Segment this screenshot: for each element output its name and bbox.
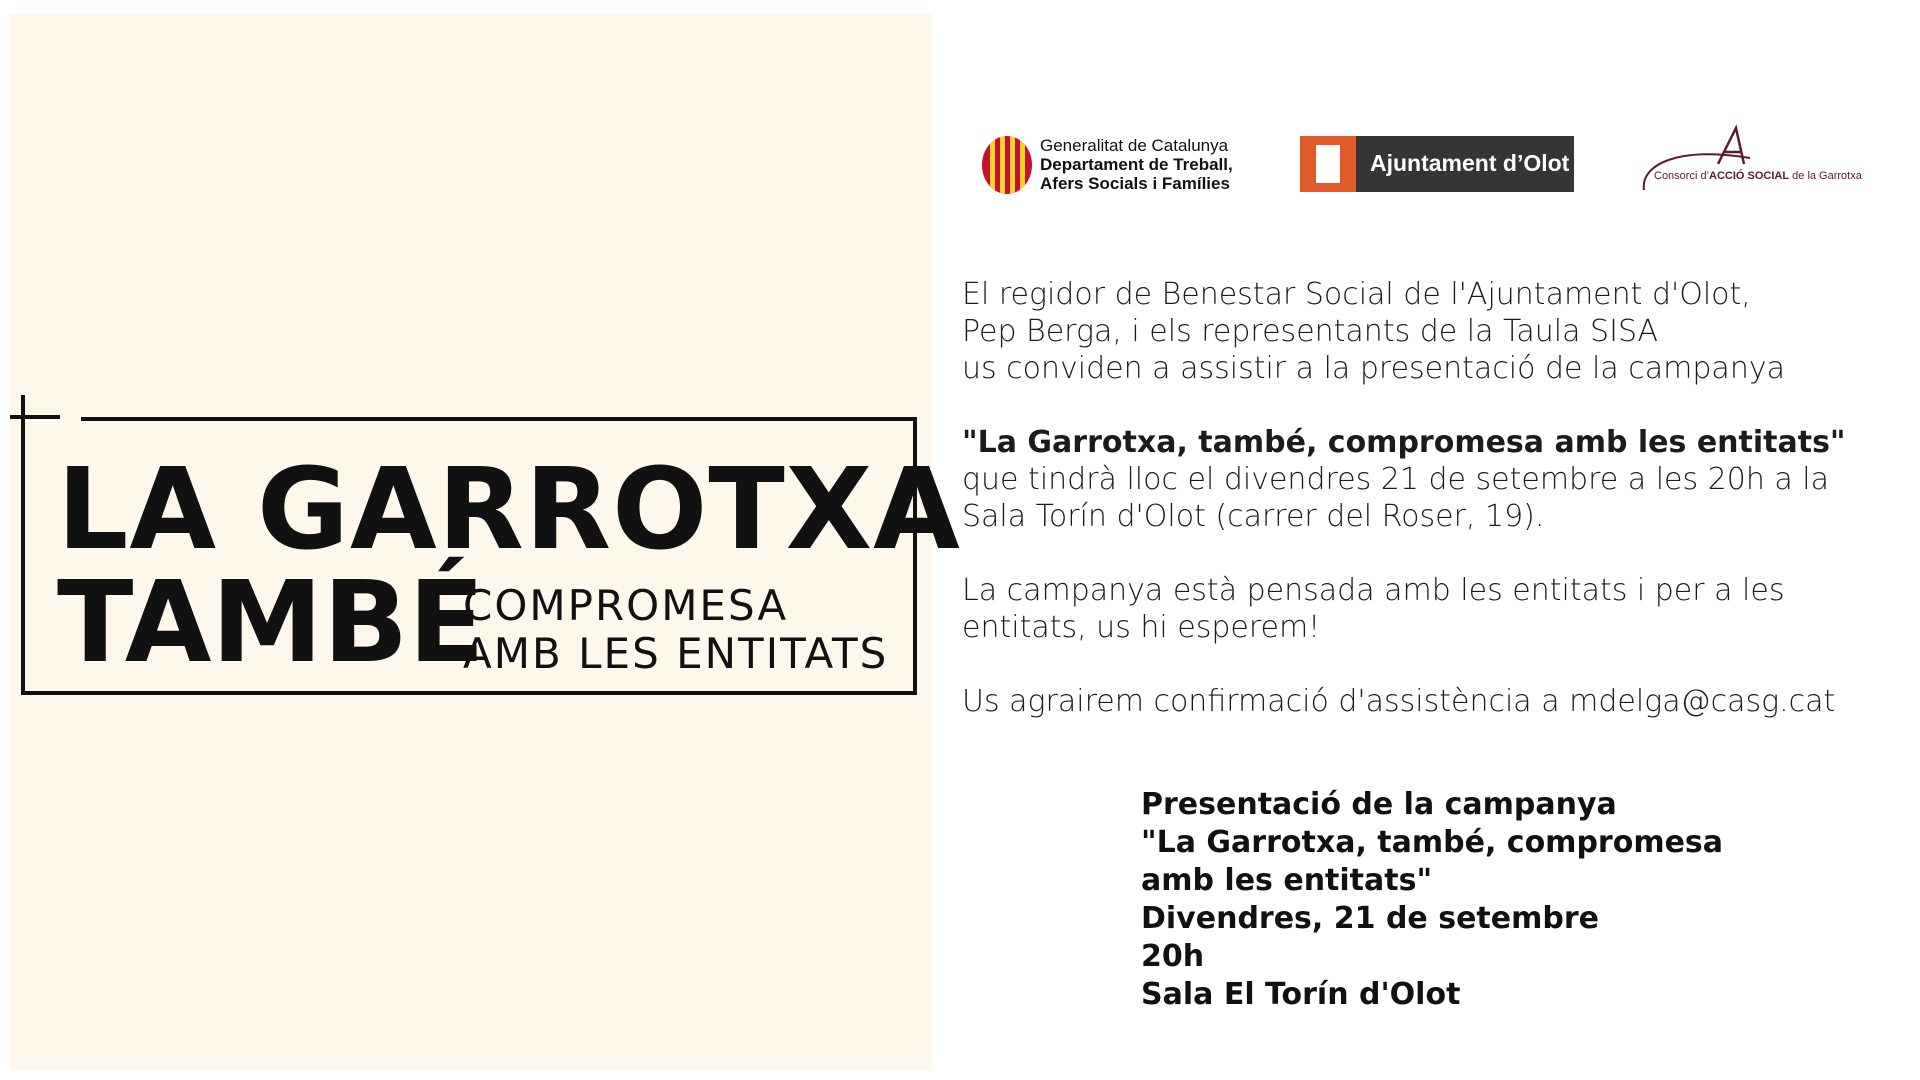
- logo-subtitle-line1: COMPROMESA: [463, 581, 789, 630]
- generalitat-name: Generalitat de Catalunya: [1040, 136, 1229, 155]
- summary-line: Presentació de la campanya: [1141, 787, 1617, 822]
- logo-title-line2: TAMBÉ: [57, 558, 485, 688]
- ajuntament-label: Ajuntament d’Olot: [1370, 150, 1570, 176]
- generalitat-text: [1040, 136, 1233, 193]
- logo-subtitle: [463, 582, 888, 678]
- generalitat-emblem-icon: [982, 136, 1032, 194]
- consorci-label: [1654, 170, 1862, 182]
- invitation-line: us conviden a assistir a la presentació de la campanya: [962, 351, 1785, 386]
- generalitat-department-line2: Afers Socials i Famílies: [1040, 174, 1230, 193]
- consorci-prefix: Consorci d’: [1654, 170, 1710, 182]
- invitation-paragraph-3: [962, 572, 1912, 646]
- consorci-accio-social-logo: [1640, 124, 1860, 196]
- invitation-paragraph-2: [962, 424, 1912, 535]
- logo-subtitle-line2: AMB LES ENTITATS: [463, 629, 889, 678]
- generalitat-department-line1: Departament de Treball,: [1040, 155, 1233, 174]
- invitation-line: Sala Torín d'Olot (carrer del Roser, 19).: [962, 499, 1545, 534]
- ajuntament-olot-logo: [1300, 136, 1574, 192]
- rsvp-line: Us agrairem confirmació d'assistència a mdelga@casg.cat: [962, 684, 1836, 719]
- consorci-a-icon: [1640, 124, 1860, 196]
- summary-line: Sala El Torín d'Olot: [1141, 977, 1461, 1012]
- invitation-line: La campanya està pensada amb les entitats i per a les: [962, 573, 1785, 608]
- generalitat-logo: [982, 136, 1262, 196]
- ajuntament-shield-icon: [1300, 136, 1356, 192]
- event-summary: [1141, 786, 1723, 1014]
- invitation-line: El regidor de Benestar Social de l'Ajuntament d'Olot,: [962, 277, 1751, 312]
- consorci-suffix: de la Garrotxa: [1789, 170, 1862, 182]
- invitation-text: [962, 276, 1912, 757]
- campaign-logo-panel: [10, 14, 961, 1070]
- invitation-line: Pep Berga, i els representants de la Taula SISA: [962, 314, 1659, 349]
- consorci-strong: ACCIÓ SOCIAL: [1709, 170, 1790, 182]
- invitation-line: que tindrà lloc el divendres 21 de setembre a les 20h a la: [962, 462, 1830, 497]
- summary-line: amb les entitats": [1141, 863, 1433, 898]
- invitation-line: entitats, us hi esperem!: [962, 610, 1321, 645]
- logo-title-line1: LA GARROTXA: [57, 445, 961, 575]
- invitation-paragraph-1: [962, 276, 1912, 387]
- campaign-title: "La Garrotxa, també, compromesa amb les entitats": [962, 425, 1846, 460]
- invitation-paragraph-4: [962, 683, 1912, 720]
- summary-line: Divendres, 21 de setembre: [1141, 901, 1599, 936]
- logo-frame-top: [81, 417, 917, 421]
- summary-line: 20h: [1141, 939, 1205, 974]
- summary-line: "La Garrotxa, també, compromesa: [1141, 825, 1724, 860]
